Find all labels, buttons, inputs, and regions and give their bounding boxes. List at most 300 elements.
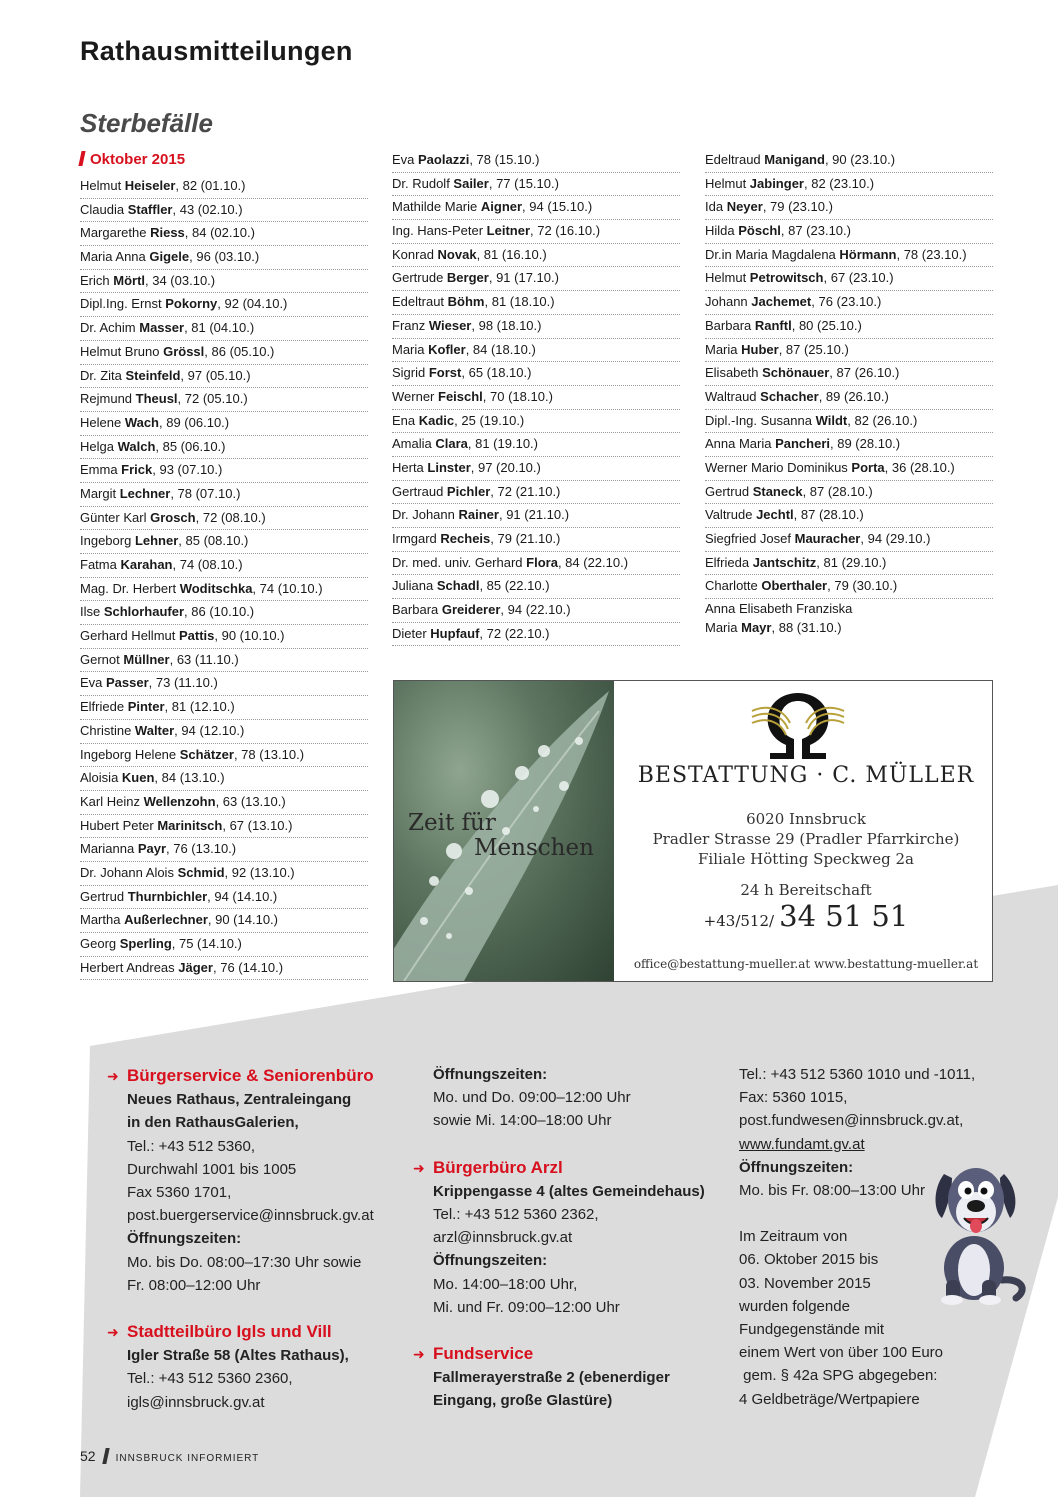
- deaths-column-2: [392, 149, 680, 646]
- death-entry: [705, 528, 993, 552]
- website-link[interactable]: www.fundamt.gv.at: [739, 1135, 865, 1153]
- age-date: , 92 (13.10.): [224, 864, 295, 880]
- surname: Schlorhaufer: [103, 604, 185, 620]
- ad-phone-number: 34 51 51: [779, 899, 909, 933]
- death-entry: [80, 341, 368, 365]
- ad-photo-leaf-droplets: [394, 681, 614, 981]
- address-line: Fallmerayerstraße 2 (ebenerdiger: [433, 1369, 670, 1387]
- given-name: Juliana: [392, 578, 437, 594]
- surname: Jachemet: [751, 294, 812, 310]
- surname: Greiderer: [441, 602, 501, 618]
- hours-line: Mo. bis Do. 08:00–17:30 Uhr sowie: [127, 1253, 362, 1271]
- surname: Frick: [121, 462, 153, 478]
- given-name: Eva: [392, 152, 419, 167]
- age-date: , 84 (18.10.): [465, 341, 536, 357]
- hours-label: Öffnungszeiten:: [127, 1230, 242, 1248]
- text-line: 4 Geldbeträge/Wertpapiere: [739, 1390, 920, 1408]
- given-name: Erich: [80, 272, 114, 288]
- age-date: , 74 (10.10.): [252, 580, 323, 596]
- ad-slogan-line2: Menschen: [474, 835, 594, 861]
- surname: Jabinger: [749, 175, 804, 191]
- deaths-column-3: [705, 149, 993, 641]
- surname: Hupfauf: [430, 625, 480, 641]
- death-entry: [705, 315, 993, 339]
- given-name: Gertraud: [392, 483, 447, 499]
- death-entry: [392, 196, 680, 220]
- death-entry: [705, 575, 993, 599]
- age-date: , 67 (23.10.): [823, 270, 894, 286]
- given-name: Edeltraut: [392, 294, 448, 310]
- surname: Grössl: [163, 343, 205, 359]
- given-name: Gernot: [80, 651, 124, 667]
- text-line: Im Zeitraum von: [739, 1228, 848, 1246]
- surname: Pancheri: [775, 436, 831, 452]
- given-name: Ilse: [80, 604, 104, 620]
- age-date: , 90 (14.10.): [207, 912, 278, 928]
- age-date: , 81 (18.10.): [484, 294, 555, 310]
- given-name: Elfriede: [80, 699, 128, 715]
- age-date: , 81 (12.10.): [164, 699, 235, 715]
- given-name: Günter Karl: [80, 509, 151, 525]
- age-date: , 90 (10.10.): [214, 628, 285, 644]
- given-name: Barbara: [705, 317, 755, 333]
- age-date: , 97 (05.10.): [180, 367, 251, 383]
- surname: Karahan: [120, 557, 173, 572]
- given-name: Ena: [392, 412, 419, 428]
- surname: Leitner: [486, 223, 530, 239]
- age-date: , 72 (05.10.): [177, 391, 248, 407]
- surname: Wach: [124, 414, 160, 430]
- page-footer: [80, 1448, 259, 1464]
- surname: Thurnbichler: [127, 888, 208, 904]
- given-name: Herbert Andreas: [80, 959, 179, 975]
- death-entry: [392, 362, 680, 386]
- age-date: , 76 (13.10.): [166, 841, 237, 857]
- surname: Wildt: [815, 412, 848, 428]
- death-entry: [80, 720, 368, 744]
- given-name: Dr. Johann Alois: [80, 864, 178, 880]
- age-date: , 94 (12.10.): [174, 722, 245, 738]
- heading-fundservice: ➜ Fundservice: [413, 1342, 723, 1366]
- surname: Masser: [139, 320, 185, 336]
- email-link[interactable]: arzl@innsbruck.gv.at: [433, 1229, 573, 1247]
- death-entry: [392, 528, 680, 552]
- death-entry: [80, 672, 368, 696]
- surname: Theusl: [135, 391, 178, 407]
- ad-address: [626, 809, 986, 869]
- age-date: , 87 (28.10.): [802, 483, 873, 499]
- surname: Grosch: [150, 509, 196, 525]
- given-name: Helga: [80, 438, 118, 454]
- ad-phone-prefix: +43/512/: [703, 912, 775, 930]
- death-entry: [80, 767, 368, 791]
- death-entry: [392, 552, 680, 576]
- text-line: einem Wert von über 100 Euro: [739, 1344, 944, 1362]
- given-name: Dipl.-Ing. Susanna: [705, 412, 816, 428]
- age-date: , 85 (06.10.): [155, 438, 226, 454]
- given-name: Dr. Rudolf: [392, 175, 454, 191]
- age-date: , 75 (14.10.): [171, 936, 242, 951]
- age-date: , 91 (17.10.): [488, 270, 559, 286]
- given-name: Marianna: [80, 841, 138, 857]
- surname: Walter: [134, 722, 175, 738]
- surname: Jantschitz: [752, 554, 817, 570]
- given-name: Gerhard Hellmut: [80, 628, 179, 644]
- surname: Pichler: [446, 483, 491, 499]
- given-name: Karl Heinz: [80, 793, 144, 809]
- age-date: , 86 (05.10.): [204, 343, 275, 359]
- hours-line: Mo. 14:00–18:00 Uhr,: [433, 1275, 578, 1293]
- hours-line: Fr. 08:00–12:00 Uhr: [127, 1276, 261, 1294]
- given-name: Emma: [80, 462, 122, 478]
- surname: Neyer: [726, 199, 763, 215]
- red-bar-marker: [78, 151, 85, 166]
- death-entry: [392, 575, 680, 599]
- surname: Forst: [428, 365, 462, 381]
- given-name: Anna Elisabeth Franziska: [705, 601, 853, 617]
- death-entry: [705, 173, 993, 197]
- given-name: Helmut: [705, 270, 750, 286]
- death-entry: [392, 623, 680, 647]
- surname: Clara: [435, 436, 468, 452]
- address-line: Igler Straße 58 (Altes Rathaus),: [127, 1347, 349, 1365]
- month-label: Oktober 2015: [90, 151, 186, 168]
- ad-address-line3: Filiale Hötting Speckweg 2a: [698, 850, 914, 868]
- death-entry: [392, 291, 680, 315]
- age-date: , 97 (20.10.): [470, 459, 541, 475]
- death-entry: [80, 957, 368, 981]
- given-name: Helene: [80, 414, 125, 430]
- age-date: , 84 (02.10.): [184, 225, 255, 241]
- death-entry: [392, 315, 680, 339]
- surname: Schätzer: [179, 746, 234, 762]
- age-date: , 72 (16.10.): [530, 223, 601, 239]
- age-date: , 79 (21.10.): [490, 531, 561, 546]
- death-entry: [705, 433, 993, 457]
- age-date: , 87 (23.10.): [780, 223, 851, 239]
- given-name: Herta: [392, 459, 428, 475]
- email-link[interactable]: post.fundwesen@innsbruck.gv.at,: [739, 1112, 964, 1130]
- age-date: , 82 (23.10.): [803, 175, 875, 191]
- age-date: , 76 (23.10.): [811, 294, 882, 310]
- age-date: , 86 (10.10.): [184, 604, 255, 620]
- death-entry: [705, 267, 993, 291]
- publication-name: INNSBRUCK INFORMIERT: [115, 1453, 260, 1464]
- death-entry: [80, 293, 368, 317]
- death-entry: [80, 601, 368, 625]
- death-entry: [705, 552, 993, 576]
- death-entry: [80, 838, 368, 862]
- age-date: , 89 (28.10.): [830, 436, 901, 452]
- age-date: , 72 (22.10.): [479, 625, 550, 641]
- age-date: , 81 (19.10.): [467, 436, 538, 452]
- info-buergerservice: [107, 1064, 407, 1414]
- surname: Müllner: [123, 651, 170, 667]
- surname: Jäger: [178, 959, 213, 975]
- surname: Lechner: [119, 485, 171, 501]
- age-date: , 96 (03.10.): [189, 249, 260, 265]
- death-entry: [392, 267, 680, 291]
- given-name: Gertrude: [392, 270, 447, 286]
- age-date: , 87 (28.10.): [793, 507, 864, 523]
- deaths-column-1: [80, 175, 368, 980]
- ad-address-line2: Pradler Strasse 29 (Pradler Pfarrkirche): [652, 830, 960, 848]
- surname: Payr: [137, 841, 167, 857]
- death-entry: [80, 909, 368, 933]
- death-entry: [80, 365, 368, 389]
- death-entry: [705, 410, 993, 434]
- given-name: Ingeborg: [80, 533, 135, 549]
- age-date: , 85 (22.10.): [479, 578, 550, 594]
- age-date: , 63 (13.10.): [215, 793, 286, 809]
- given-name: Aloisia: [80, 770, 122, 786]
- given-name: Werner Mario Dominikus: [705, 459, 852, 475]
- death-entry: [80, 388, 368, 412]
- age-date: , 67 (13.10.): [222, 817, 293, 833]
- surname: Staffler: [127, 201, 173, 217]
- ad-slogan-line1: Zeit für: [408, 810, 496, 836]
- given-name: Maria: [705, 620, 742, 636]
- arrow-right-icon: ➜: [107, 1324, 119, 1341]
- death-entry: [80, 222, 368, 246]
- surname: Schadl: [436, 578, 480, 594]
- address-line: in den RathausGalerien,: [127, 1114, 299, 1132]
- death-entry: [80, 483, 368, 507]
- age-date: , 84 (13.10.): [154, 770, 225, 786]
- given-name: Martha: [80, 912, 125, 928]
- age-date: , 81 (29.10.): [816, 554, 887, 570]
- omega-logo-icon: [750, 689, 846, 759]
- given-name: Elfrieda: [705, 554, 753, 570]
- surname: Pokorny: [165, 296, 218, 312]
- age-date: , 73 (11.10.): [148, 675, 218, 691]
- age-date: , 93 (07.10.): [152, 462, 223, 478]
- ad-company-name: BESTATTUNG · C. MÜLLER: [637, 763, 975, 788]
- death-entry: [392, 504, 680, 528]
- age-date: , 80 (25.10.): [791, 317, 862, 333]
- death-entry: [80, 791, 368, 815]
- phone-line: Tel.: +43 512 5360 2360,: [127, 1370, 293, 1388]
- hours-label: Öffnungszeiten:: [739, 1158, 854, 1176]
- death-entry: [80, 270, 368, 294]
- given-name: Ing. Hans-Peter: [392, 223, 487, 239]
- given-name: Margit: [80, 485, 120, 501]
- age-date: , 76 (14.10.): [212, 959, 284, 975]
- surname: Schacher: [760, 388, 819, 404]
- dog-mascot-icon: [930, 1160, 1030, 1305]
- surname: Feischl: [438, 388, 483, 404]
- heading-buergerbuero-arzl: ➜ Bürgerbüro Arzl: [413, 1156, 723, 1180]
- footer-bar-marker: [102, 1448, 109, 1464]
- page-title: Rathausmitteilungen: [80, 36, 353, 66]
- age-date: , 82 (01.10.): [175, 178, 246, 193]
- given-name: Charlotte: [705, 578, 762, 594]
- age-date: , 36 (28.10.): [884, 459, 955, 475]
- surname: Mörtl: [113, 272, 146, 288]
- age-date: , 92 (04.10.): [217, 296, 288, 312]
- given-name: Ida: [705, 199, 727, 215]
- fax-line: Fax 5360 1701,: [127, 1184, 232, 1202]
- surname: Marinitsch: [157, 817, 223, 833]
- surname: Kofler: [428, 341, 466, 357]
- death-entry: [392, 410, 680, 434]
- surname: Linster: [427, 459, 471, 475]
- death-entry: [80, 886, 368, 910]
- surname: Petrowitsch: [749, 270, 824, 286]
- age-date: , 79 (30.10.): [827, 578, 898, 594]
- ad-slogan: [408, 811, 594, 861]
- death-entry: [392, 457, 680, 481]
- surname: Schönauer: [762, 365, 830, 381]
- surname: Sperling: [119, 936, 172, 951]
- section-title: Sterbefälle: [80, 108, 213, 138]
- surname: Oberthaler: [761, 578, 828, 594]
- death-entry: [80, 933, 368, 957]
- death-entry: [392, 220, 680, 244]
- age-date: , 78 (07.10.): [170, 485, 241, 501]
- page-number: 52: [80, 1448, 96, 1464]
- age-date: , 91 (21.10.): [498, 507, 570, 523]
- age-date: , 78 (13.10.): [233, 746, 305, 762]
- age-date: , 94 (22.10.): [500, 602, 571, 618]
- fax-line: Fax: 5360 1015,: [739, 1089, 848, 1107]
- age-date: , 82 (26.10.): [847, 412, 918, 428]
- phone-line: Tel.: +43 512 5360 2362,: [433, 1206, 599, 1224]
- phone-line: Tel.: +43 512 5360,: [127, 1137, 256, 1155]
- heading-buergerservice: ➜ Bürgerservice & Seniorenbüro: [107, 1064, 407, 1088]
- given-name: Elisabeth: [705, 365, 763, 381]
- age-date: , 74 (08.10.): [172, 557, 243, 572]
- death-entry: [705, 196, 993, 220]
- given-name: Maria Anna: [80, 249, 150, 265]
- death-entry: [705, 504, 993, 528]
- ad-phone: [626, 899, 986, 933]
- surname: Aigner: [480, 199, 523, 215]
- death-entry: [705, 386, 993, 410]
- age-date: , 94 (29.10.): [860, 531, 931, 546]
- surname: Flora: [526, 554, 558, 570]
- surname: Pinter: [127, 699, 165, 715]
- surname: Heiseler: [124, 178, 176, 193]
- arrow-right-icon: ➜: [413, 1346, 425, 1363]
- given-name: Anna Maria: [705, 436, 776, 452]
- hours-line: Mo. und Do. 09:00–12:00 Uhr: [433, 1089, 631, 1107]
- given-name: Georg: [80, 936, 120, 951]
- given-name: Mathilde Marie: [392, 199, 481, 215]
- given-name: Johann: [705, 294, 752, 310]
- death-entry: [80, 815, 368, 839]
- age-date: , 81 (16.10.): [476, 246, 547, 262]
- age-date: , 81 (04.10.): [184, 320, 255, 336]
- given-name: Hubert Peter: [80, 817, 158, 833]
- surname: Passer: [106, 675, 149, 691]
- email-link[interactable]: igls@innsbruck.gv.at: [127, 1393, 265, 1411]
- given-name: Dr.in Maria Magdalena: [705, 246, 840, 262]
- given-name: Siegfried Josef: [705, 531, 795, 546]
- age-date: , 87 (25.10.): [778, 341, 849, 357]
- age-date: , 72 (08.10.): [195, 509, 266, 525]
- given-name: Claudia: [80, 201, 128, 217]
- given-name: Sigrid: [392, 365, 429, 381]
- surname: Rainer: [458, 507, 499, 523]
- death-entry: [392, 149, 680, 173]
- surname: Kadic: [418, 412, 455, 428]
- age-date: , 94 (14.10.): [207, 888, 278, 904]
- hours-line: sowie Mi. 14:00–18:00 Uhr: [433, 1112, 612, 1130]
- age-date: , 63 (11.10.): [169, 651, 239, 667]
- text-line: 03. November 2015: [739, 1274, 871, 1292]
- death-entry: [705, 599, 993, 641]
- death-entry: [80, 246, 368, 270]
- surname: Außerlechner: [124, 912, 208, 928]
- given-name: Dr. Johann: [392, 507, 459, 523]
- surname: Riess: [150, 225, 185, 241]
- surname: Berger: [446, 270, 489, 286]
- given-name: Eva: [80, 675, 107, 691]
- age-date: , 98 (18.10.): [471, 317, 542, 333]
- phone-line: Tel.: +43 512 5360 1010 und -1011,: [739, 1066, 976, 1083]
- given-name: Amalia: [392, 436, 436, 452]
- given-name: Werner: [392, 388, 438, 404]
- given-name: Dr. Zita: [80, 367, 126, 383]
- surname: Steinfeld: [125, 367, 181, 383]
- death-entry: [705, 244, 993, 268]
- name-continuation: [705, 618, 993, 637]
- hours-line: Mo. bis Fr. 08:00–13:00 Uhr: [739, 1182, 925, 1200]
- age-date: , 65 (18.10.): [461, 365, 532, 381]
- address-line: Neues Rathaus, Zentraleingang: [127, 1091, 352, 1109]
- ad-address-line1: 6020 Innsbruck: [746, 810, 866, 828]
- age-date: , 84 (22.10.): [557, 554, 629, 570]
- death-entry: [80, 412, 368, 436]
- address-line: Krippengasse 4 (altes Gemeindehaus): [433, 1182, 705, 1200]
- surname: Wieser: [428, 317, 472, 333]
- age-date: , 77 (15.10.): [488, 175, 559, 191]
- age-date: , 88 (31.10.): [771, 620, 842, 636]
- surname: Wellenzohn: [143, 793, 216, 809]
- death-entry: [392, 599, 680, 623]
- death-entry: [705, 457, 993, 481]
- age-date: , 87 (26.10.): [829, 365, 900, 381]
- age-date: , 85 (08.10.): [178, 533, 249, 549]
- death-entry: [80, 696, 368, 720]
- age-date: , 70 (18.10.): [482, 388, 553, 404]
- given-name: Helmut: [705, 175, 750, 191]
- death-entry: [80, 578, 368, 602]
- death-entry: [80, 507, 368, 531]
- surname: Gigele: [149, 249, 190, 265]
- age-date: , 72 (21.10.): [490, 483, 561, 499]
- surname: Porta: [851, 459, 885, 475]
- death-entry: [705, 149, 993, 173]
- death-entry: [80, 649, 368, 673]
- death-entry: [392, 481, 680, 505]
- heading-stadtteilbuero: ➜ Stadtteilbüro Igls und Vill: [107, 1320, 407, 1344]
- surname: Recheis: [440, 531, 491, 546]
- death-entry: [80, 459, 368, 483]
- hours-label: Öffnungszeiten:: [433, 1252, 548, 1270]
- surname: Walch: [117, 438, 156, 454]
- text-line: 06. Oktober 2015 bis: [739, 1251, 879, 1269]
- info-buergerbuero: [413, 1063, 723, 1413]
- death-entry: [80, 199, 368, 223]
- death-entry: [705, 291, 993, 315]
- death-entry: [705, 481, 993, 505]
- surname: Sailer: [453, 175, 489, 191]
- given-name: Konrad: [392, 246, 438, 262]
- email-link[interactable]: post.buergerservice@innsbruck.gv.at: [127, 1207, 374, 1225]
- text-line: Fundgegenstände mit: [739, 1321, 885, 1339]
